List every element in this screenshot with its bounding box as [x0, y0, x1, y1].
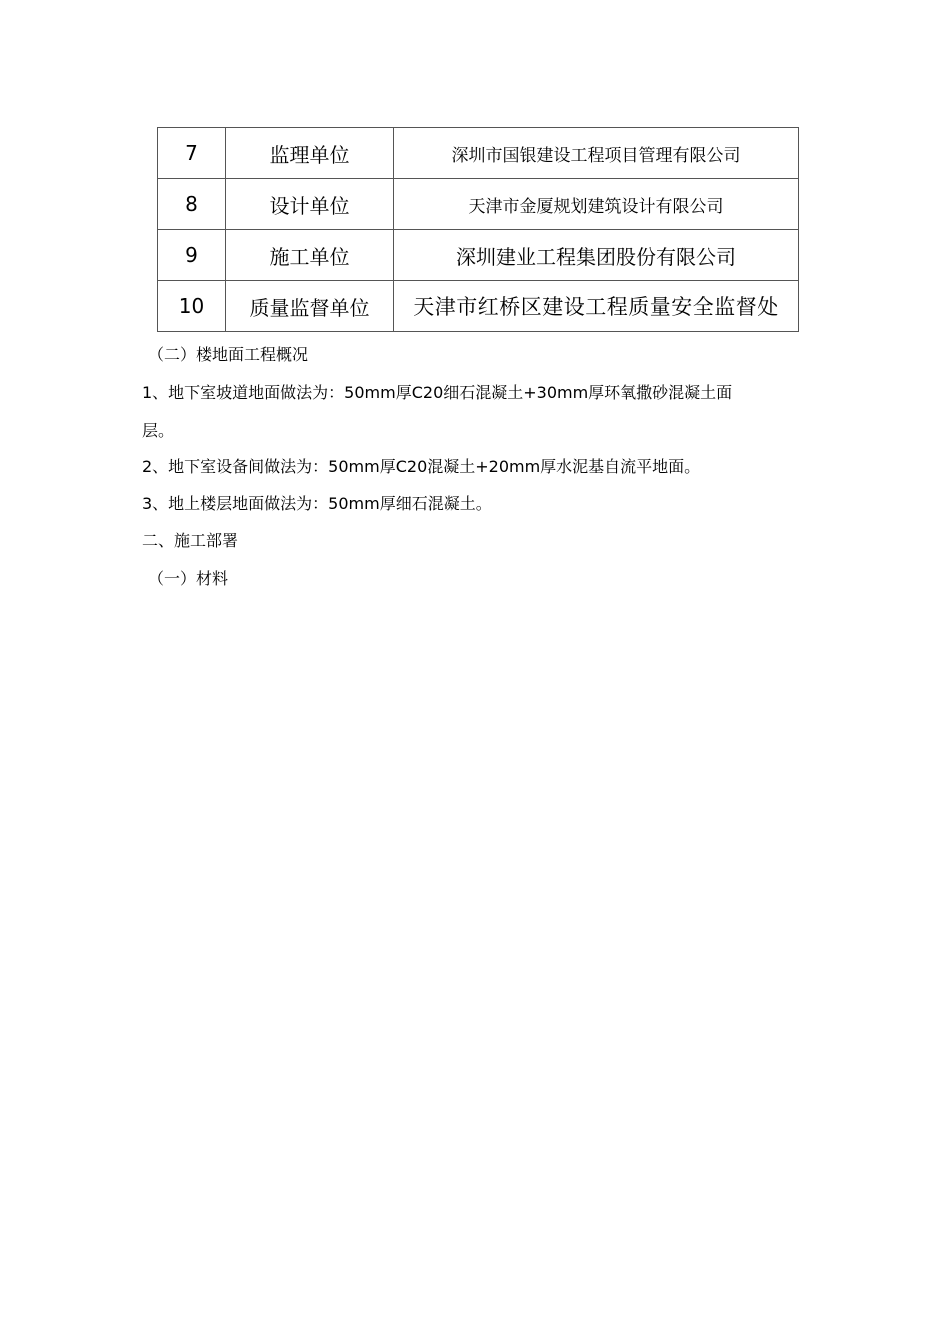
participants-table — [157, 127, 799, 332]
role-cell: 设计单位 — [226, 179, 394, 230]
section-heading-floor: （二）楼地面工程概况 — [148, 345, 309, 364]
paragraph-item-1-continued: 层。 — [142, 421, 175, 440]
table-row — [158, 281, 799, 332]
role-cell: 质量监督单位 — [226, 281, 394, 332]
table-row — [158, 179, 799, 230]
table-row — [158, 128, 799, 179]
row-number: 9 — [158, 230, 226, 281]
organization-cell: 天津市红桥区建设工程质量安全监督处 — [394, 281, 799, 332]
row-number: 8 — [158, 179, 226, 230]
organization-cell: 天津市金厦规划建筑设计有限公司 — [394, 179, 799, 230]
paragraph-item-3: 3、地上楼层地面做法为：50mm厚细石混凝土。 — [142, 494, 492, 513]
section-heading-deploy: 二、施工部署 — [142, 531, 239, 550]
organization-cell: 深圳市国银建设工程项目管理有限公司 — [394, 128, 799, 179]
role-cell: 监理单位 — [226, 128, 394, 179]
paragraph-item-2: 2、地下室设备间做法为：50mm厚C20混凝土+20mm厚水泥基自流平地面。 — [142, 457, 701, 476]
section-heading-material: （一）材料 — [148, 569, 229, 588]
paragraph-item-1: 1、地下室坡道地面做法为：50mm厚C20细石混凝土+30mm厚环氧撒砂混凝土面 — [142, 383, 733, 402]
row-number: 10 — [158, 281, 226, 332]
role-cell: 施工单位 — [226, 230, 394, 281]
table-row — [158, 230, 799, 281]
organization-cell: 深圳建业工程集团股份有限公司 — [394, 230, 799, 281]
row-number: 7 — [158, 128, 226, 179]
